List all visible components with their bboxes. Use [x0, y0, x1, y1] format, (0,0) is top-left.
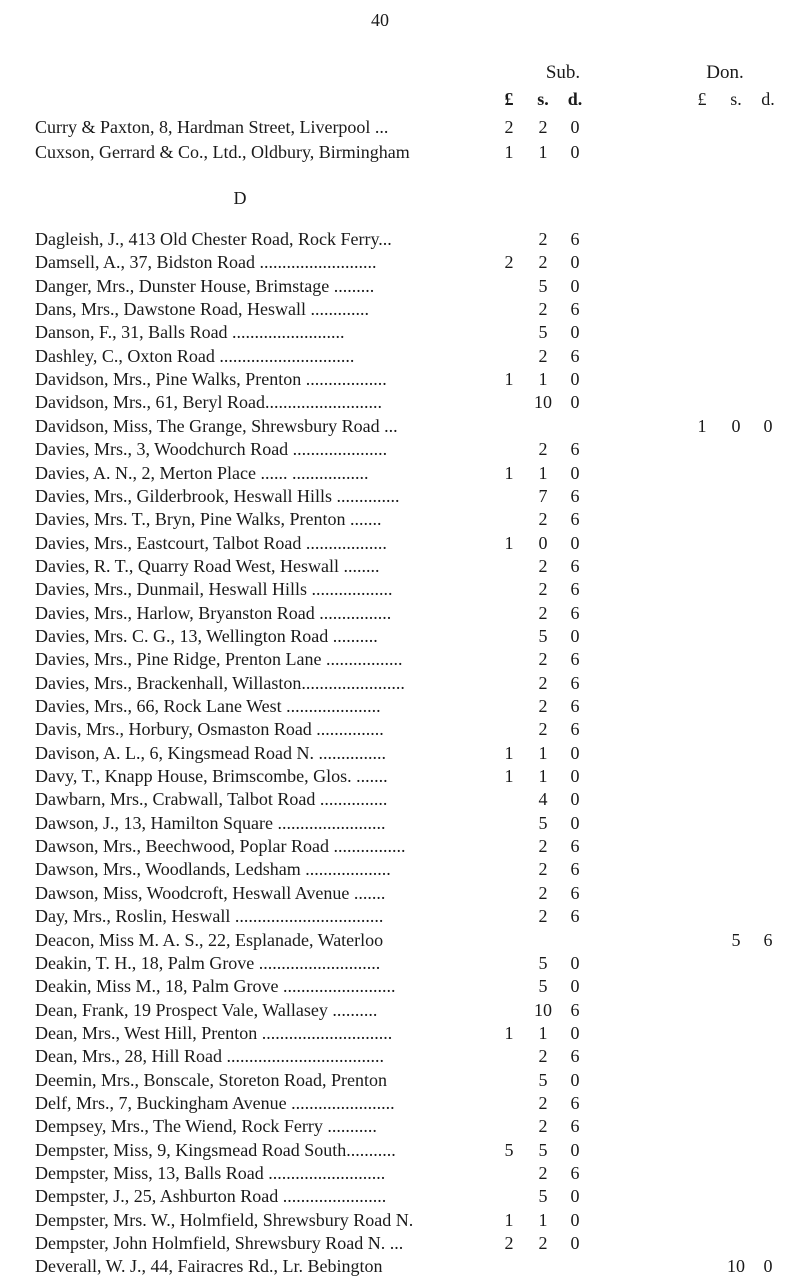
sub-pence: 0 — [570, 275, 580, 296]
sub-pounds: 2 — [504, 1233, 514, 1254]
sub-pence: 6 — [570, 509, 580, 530]
sub-shillings: 5 — [538, 976, 548, 997]
subscriber-name: Dans, Mrs., Dawstone Road, Heswall ............. — [35, 299, 369, 320]
sub-pence: 0 — [570, 952, 580, 973]
sub-shillings: 2 — [538, 672, 548, 693]
sub-shillings: 10 — [534, 392, 552, 413]
list-item — [0, 1255, 800, 1278]
list-item — [0, 672, 800, 695]
sub-shillings: 2 — [538, 439, 548, 460]
sub-pence: 6 — [570, 859, 580, 880]
sub-pounds: 5 — [504, 1139, 514, 1160]
page-number: 40 — [371, 10, 389, 30]
subscriber-name: Dempster, Mrs. W., Holmfield, Shrewsbury Road N. — [35, 1209, 414, 1230]
sub-shillings: 2 — [538, 649, 548, 670]
list-item — [0, 251, 800, 274]
subscriber-name: Davies, Mrs., 66, Rock Lane West ..................... — [35, 696, 381, 716]
sub-shillings: 2 — [538, 229, 548, 249]
subscriber-name: Davy, T., Knapp House, Brimscombe, Glos. ....... — [35, 766, 388, 787]
don-shillings: 5 — [731, 929, 741, 950]
sub-shillings: 2 — [538, 1163, 548, 1183]
subscriber-name: Dashley, C., Oxton Road .............................. — [35, 345, 355, 366]
sub-shillings: 2 — [538, 555, 548, 576]
subscriber-name: Day, Mrs., Roslin, Heswall ................................. — [35, 906, 384, 927]
list-item — [0, 952, 800, 975]
subscriber-name: Davies, Mrs., Gilderbrook, Heswall Hills .............. — [35, 485, 400, 506]
don-column-heading: Don. — [706, 62, 744, 83]
section-letter: D — [233, 188, 247, 208]
sub-pence: 0 — [570, 141, 580, 162]
list-item — [0, 298, 800, 321]
list-item — [0, 1069, 800, 1092]
sub-pence: 6 — [570, 836, 580, 857]
sub-shillings: 7 — [538, 485, 548, 506]
sub-shillings: 2 — [538, 299, 548, 320]
list-item — [0, 462, 800, 485]
list-item — [0, 485, 800, 508]
sub-shillings: 2 — [538, 906, 548, 927]
subscriber-name: Davies, Mrs., Pine Ridge, Prenton Lane ................. — [35, 649, 403, 670]
sub-pence: 6 — [570, 229, 580, 249]
list-item — [0, 345, 800, 368]
sub-pence: 6 — [570, 1163, 580, 1183]
subscriber-name: Danson, F., 31, Balls Road ......................... — [35, 322, 345, 343]
sub-shillings: 1 — [538, 766, 548, 787]
sub-pence: 0 — [570, 976, 580, 997]
don-shillings: 0 — [731, 415, 741, 436]
subscriber-name: Delf, Mrs., 7, Buckingham Avenue ....................... — [35, 1092, 395, 1113]
subscriber-name: Dagleish, J., 413 Old Chester Road, Rock Ferry... — [35, 229, 392, 249]
list-item — [0, 1139, 800, 1162]
don-pence: 6 — [763, 929, 773, 950]
subscriber-name: Davis, Mrs., Horbury, Osmaston Road ............... — [35, 719, 384, 740]
list-item — [0, 228, 800, 251]
list-item — [0, 438, 800, 461]
sub-shillings: 5 — [538, 322, 548, 343]
sub-shillings: 5 — [538, 1186, 548, 1207]
subscriber-name: Dempster, John Holmfield, Shrewsbury Road N. ... — [35, 1233, 404, 1254]
list-item — [0, 765, 800, 788]
subscriber-name: Dean, Mrs., 28, Hill Road ................................... — [35, 1046, 384, 1067]
sub-pence: 0 — [570, 117, 580, 137]
sub-pence: 6 — [570, 299, 580, 320]
pence-unit: d. — [567, 89, 583, 109]
don-shillings: 10 — [727, 1256, 745, 1277]
sub-pounds: 2 — [504, 117, 514, 137]
sub-shillings: 1 — [538, 742, 548, 763]
subscriber-name: Davidson, Mrs., Pine Walks, Prenton .................. — [35, 369, 387, 390]
sub-pounds: 1 — [504, 369, 514, 390]
sub-shillings: 2 — [538, 252, 548, 273]
list-item — [0, 1162, 800, 1185]
sub-pence: 0 — [570, 1139, 580, 1160]
list-item — [0, 929, 800, 952]
shilling-unit: s. — [537, 89, 549, 109]
list-item — [0, 391, 800, 414]
subscriber-name: Davies, Mrs. C. G., 13, Wellington Road .......... — [35, 625, 378, 646]
subscriber-name: Deemin, Mrs., Bonscale, Storeton Road, Prenton — [35, 1069, 387, 1090]
sub-pence: 6 — [570, 579, 580, 600]
subscriber-name: Dempster, Miss, 9, Kingsmead Road South........... — [35, 1139, 396, 1160]
don-pounds: 1 — [697, 415, 707, 436]
sub-pence: 0 — [570, 369, 580, 390]
list-item — [0, 975, 800, 998]
sub-shillings: 2 — [538, 579, 548, 600]
sub-pounds: 1 — [504, 1209, 514, 1230]
sub-shillings: 2 — [538, 1116, 548, 1137]
sub-shillings: 2 — [538, 882, 548, 903]
subscriber-name: Davies, Mrs., Harlow, Bryanston Road ................ — [35, 602, 392, 623]
sub-pence: 6 — [570, 345, 580, 366]
subscriber-name: Davies, Mrs., Brackenhall, Willaston....................... — [35, 672, 405, 693]
sub-pounds: 1 — [504, 532, 514, 553]
sub-pence: 0 — [570, 1186, 580, 1207]
sub-pence: 0 — [570, 1233, 580, 1254]
sub-pence: 6 — [570, 719, 580, 740]
subscriber-name: Davison, A. L., 6, Kingsmead Road N. ............... — [35, 742, 386, 763]
don-pence: 0 — [763, 1256, 773, 1277]
subscriber-name: Davies, R. T., Quarry Road West, Heswall ........ — [35, 555, 380, 576]
sub-shillings: 2 — [538, 602, 548, 623]
list-item — [0, 555, 800, 578]
sub-pounds: 1 — [504, 742, 514, 763]
subscriber-name: Damsell, A., 37, Bidston Road .......................... — [35, 252, 377, 273]
sub-shillings: 5 — [538, 952, 548, 973]
list-item — [0, 695, 800, 718]
subscriber-name: Davidson, Miss, The Grange, Shrewsbury Road ... — [35, 415, 398, 436]
sub-pence: 0 — [570, 766, 580, 787]
sub-shillings: 2 — [538, 345, 548, 366]
sub-shillings: 2 — [538, 696, 548, 716]
sub-pence: 6 — [570, 555, 580, 576]
list-item — [0, 532, 800, 555]
list-item — [0, 141, 800, 164]
subscriber-name: Cuxson, Gerrard & Co., Ltd., Oldbury, Birmingham — [35, 141, 410, 162]
list-item — [0, 1115, 800, 1138]
sub-pence: 6 — [570, 1092, 580, 1113]
list-item — [0, 1092, 800, 1115]
sub-shillings: 1 — [538, 1022, 548, 1043]
subscriber-name: Dempster, J., 25, Ashburton Road ....................... — [35, 1186, 387, 1207]
sub-shillings: 10 — [534, 999, 552, 1020]
shilling-unit: s. — [730, 89, 742, 109]
sub-pence: 0 — [570, 1022, 580, 1043]
sub-column-heading: Sub. — [545, 62, 581, 83]
sub-pounds: 1 — [504, 1022, 514, 1043]
sub-shillings: 5 — [538, 812, 548, 833]
subscriber-name: Dawson, Mrs., Beechwood, Poplar Road ................ — [35, 836, 406, 857]
sub-pence: 0 — [570, 462, 580, 483]
sub-pence: 6 — [570, 649, 580, 670]
sub-shillings: 1 — [538, 462, 548, 483]
subscriber-name: Curry & Paxton, 8, Hardman Street, Liverpool ... — [35, 117, 389, 137]
pound-unit: £ — [504, 89, 514, 109]
sub-shillings: 1 — [538, 1209, 548, 1230]
sub-pence: 0 — [570, 1209, 580, 1230]
list-item — [0, 812, 800, 835]
subscriber-name: Dean, Frank, 19 Prospect Vale, Wallasey .......... — [35, 999, 378, 1020]
sub-pence: 0 — [570, 789, 580, 810]
list-item — [0, 578, 800, 601]
subscriber-name: Dawson, Miss, Woodcroft, Heswall Avenue ....... — [35, 882, 386, 903]
sub-shillings: 2 — [538, 836, 548, 857]
subscriber-name: Davidson, Mrs., 61, Beryl Road.......................... — [35, 392, 382, 413]
sub-shillings: 1 — [538, 369, 548, 390]
sub-pence: 0 — [570, 1069, 580, 1090]
list-item — [0, 1185, 800, 1208]
sub-pence: 6 — [570, 672, 580, 693]
list-item — [0, 835, 800, 858]
subscriber-name: Dempsey, Mrs., The Wiend, Rock Ferry ........... — [35, 1116, 377, 1137]
list-item — [0, 1232, 800, 1255]
sub-pence: 0 — [570, 252, 580, 273]
sub-shillings: 5 — [538, 1139, 548, 1160]
subscriber-name: Dawson, Mrs., Woodlands, Ledsham ................... — [35, 859, 391, 880]
list-item — [0, 858, 800, 881]
subscriber-name: Deakin, T. H., 18, Palm Grove ........................... — [35, 952, 381, 973]
list-item — [0, 999, 800, 1022]
sub-shillings: 2 — [538, 1233, 548, 1254]
sub-pence: 6 — [570, 882, 580, 903]
list-item — [0, 1045, 800, 1068]
sub-shillings: 5 — [538, 275, 548, 296]
list-item — [0, 321, 800, 344]
list-item — [0, 602, 800, 625]
sub-pence: 6 — [570, 485, 580, 506]
sub-pounds: 2 — [504, 252, 514, 273]
subscriber-name: Deakin, Miss M., 18, Palm Grove ......................... — [35, 976, 396, 997]
list-item — [0, 116, 800, 139]
subscriber-name: Dempster, Miss, 13, Balls Road .......................... — [35, 1163, 386, 1183]
sub-pence: 0 — [570, 625, 580, 646]
subscriber-name: Davies, Mrs., Dunmail, Heswall Hills .................. — [35, 579, 393, 600]
subscriber-name: Dawson, J., 13, Hamilton Square ........................ — [35, 812, 386, 833]
sub-pence: 6 — [570, 602, 580, 623]
list-item — [0, 368, 800, 391]
sub-pence: 6 — [570, 439, 580, 460]
list-item — [0, 1022, 800, 1045]
list-item — [0, 625, 800, 648]
sub-pence: 6 — [570, 906, 580, 927]
sub-pence: 6 — [570, 696, 580, 716]
sub-pence: 6 — [570, 1046, 580, 1067]
sub-pence: 0 — [570, 392, 580, 413]
sub-pence: 0 — [570, 532, 580, 553]
list-item — [0, 882, 800, 905]
subscriber-name: Danger, Mrs., Dunster House, Brimstage ......... — [35, 275, 375, 296]
sub-pounds: 1 — [504, 766, 514, 787]
sub-shillings: 2 — [538, 1046, 548, 1067]
sub-pence: 6 — [570, 999, 580, 1020]
sub-shillings: 2 — [538, 509, 548, 530]
subscriber-name: Davies, Mrs. T., Bryn, Pine Walks, Prenton ....... — [35, 509, 382, 530]
list-item — [0, 905, 800, 928]
list-item — [0, 508, 800, 531]
sub-pence: 0 — [570, 322, 580, 343]
sub-pounds: 1 — [504, 141, 514, 162]
sub-shillings: 1 — [538, 141, 548, 162]
subscriber-name: Davies, A. N., 2, Merton Place ...... ................. — [35, 462, 369, 483]
subscriber-name: Dean, Mrs., West Hill, Prenton ............................. — [35, 1022, 393, 1043]
list-item — [0, 275, 800, 298]
sub-shillings: 5 — [538, 1069, 548, 1090]
list-item — [0, 742, 800, 765]
list-item — [0, 788, 800, 811]
list-item — [0, 648, 800, 671]
list-item — [0, 1209, 800, 1232]
sub-shillings: 5 — [538, 625, 548, 646]
sub-shillings: 2 — [538, 719, 548, 740]
list-item — [0, 718, 800, 741]
subscriber-name: Dawbarn, Mrs., Crabwall, Talbot Road ............... — [35, 789, 388, 810]
pound-unit: £ — [697, 89, 707, 109]
subscriber-name: Davies, Mrs., 3, Woodchurch Road ..................... — [35, 439, 388, 460]
sub-pence: 6 — [570, 1116, 580, 1137]
sub-shillings: 2 — [538, 859, 548, 880]
subscriber-name: Davies, Mrs., Eastcourt, Talbot Road .................. — [35, 532, 387, 553]
sub-pounds: 1 — [504, 462, 514, 483]
don-pence: 0 — [763, 415, 773, 436]
sub-shillings: 2 — [538, 117, 548, 137]
sub-pence: 0 — [570, 742, 580, 763]
list-item — [0, 415, 800, 438]
sub-pence: 0 — [570, 812, 580, 833]
subscriber-name: Deverall, W. J., 44, Fairacres Rd., Lr. Bebington — [35, 1256, 383, 1277]
subscriber-name: Deacon, Miss M. A. S., 22, Esplanade, Waterloo — [35, 929, 384, 950]
pence-unit: d. — [761, 89, 775, 109]
sub-shillings: 2 — [538, 1092, 548, 1113]
sub-shillings: 0 — [538, 532, 548, 553]
sub-shillings: 4 — [538, 789, 548, 810]
